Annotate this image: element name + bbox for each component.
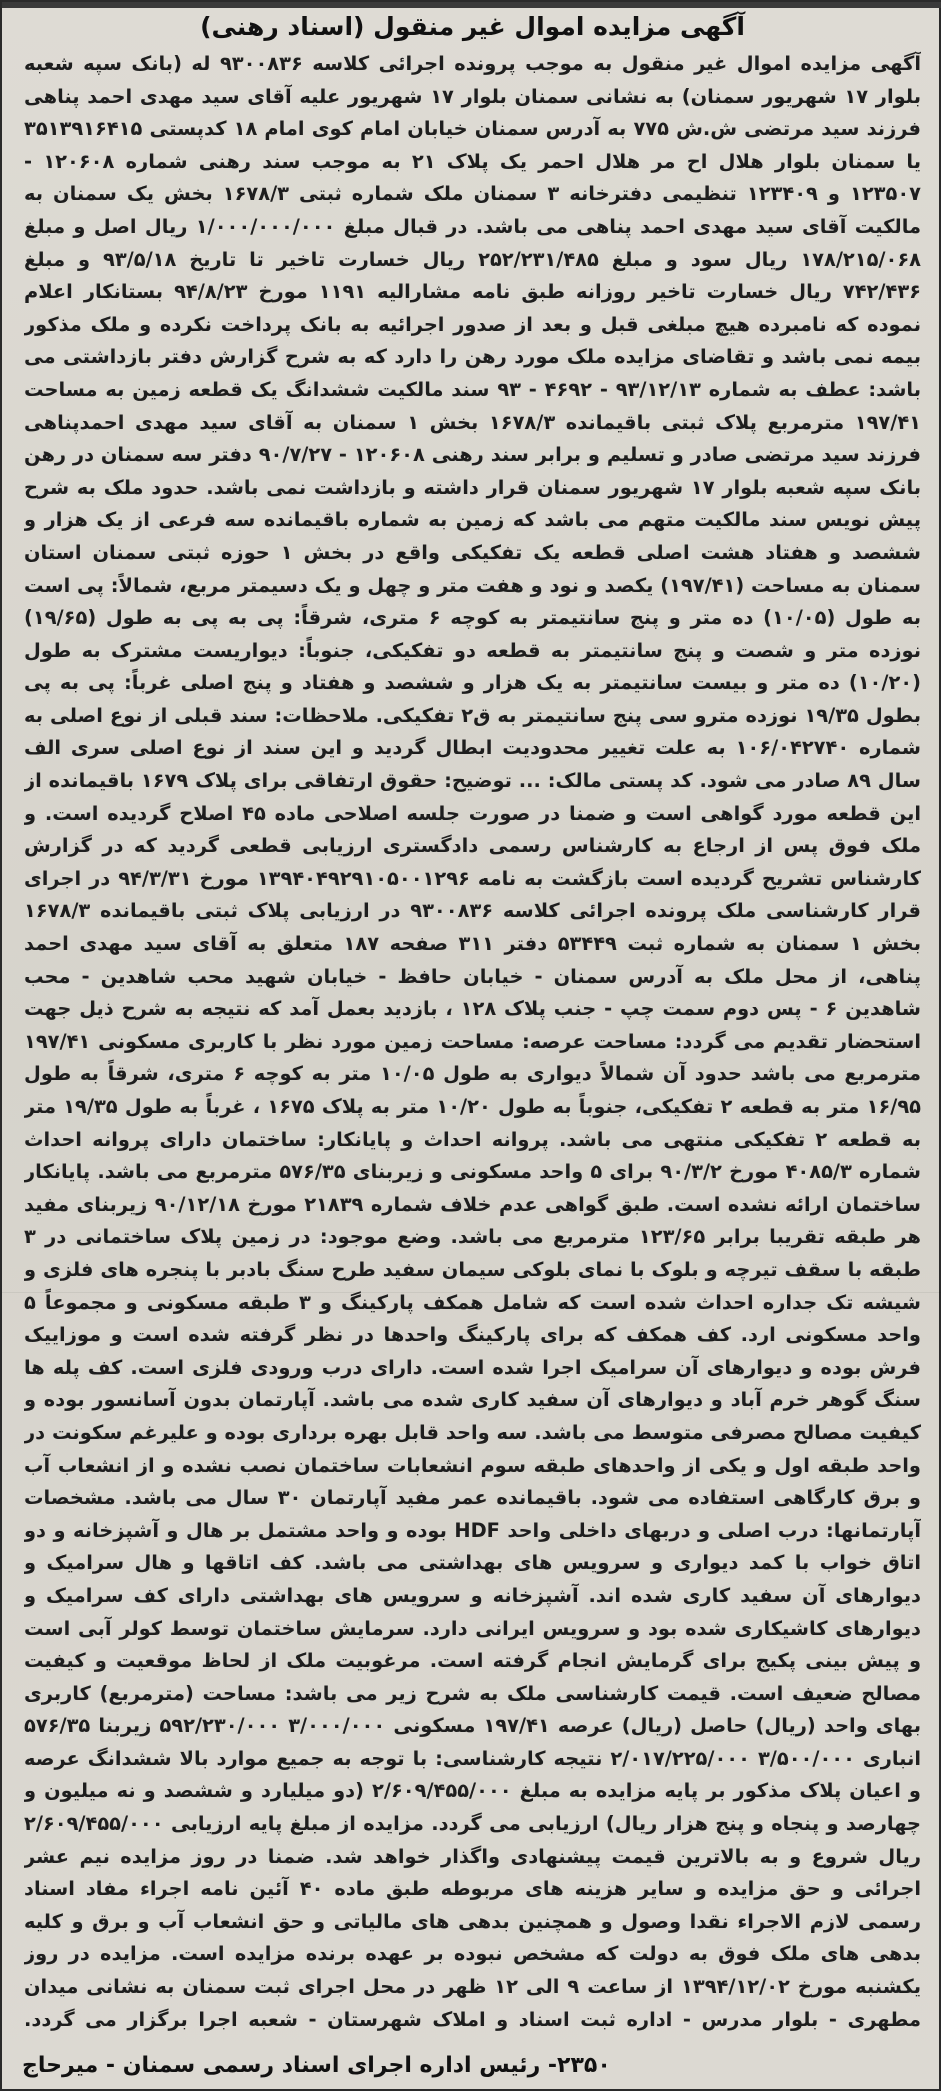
notice-signature: ۲۳۵۰- رئیس اداره اجرای اسناد رسمی سمنان - میرحاج [22,2053,611,2078]
notice-body: آگهی مزایده اموال غیر منقول به موجب پرونده اجرائی کلاسه ۹۳۰۰۸۳۶ له (بانک سپه شعبه بلوار ۱۷ شهریور سمنان) به نشانی سمنان بلوار ۱۷ شهریور علیه آقای سید مهدی احمد پناهی فرزند سید مرتضی ش.ش ۷۷۵ به آدرس سمنان خیابان امام کوی امام ۱۸ کدپستی ۳۵۱۳۹۱۶۴۱۵ یا سمنان بلوار هلال اح مر هلال احمر یک پلاک ۲۱ به موجب سند رهنی شماره ۱۲۰۶۰۸ - ۱۲۳۵۰۷ و ۱۲۳۴۰۹ تنظیمی دفترخانه ۳ سمنان ملک شماره ثبتی ۱۶۷۸/۳ بخش یک سمنان به مالکیت آقای سید مهدی احمد پناهی می باشد. در قبال مبلغ ۱/۰۰۰/۰۰۰/۰۰۰ ریال اصل و مبلغ ۱۷۸/۲۱۵/۰۶۸ ریال سود و مبلغ ۲۵۲/۲۳۱/۴۸۵ ریال خسارت تاخیر تا تاریخ ۹۳/۵/۱۸ و مبلغ ۷۴۲/۴۳۶ ریال خسارت تاخیر روزانه طبق نامه مشارالیه ۱۱۹۱ مورخ ۹۴/۸/۲۳ بستانکار اعلام نموده که نامبرده هیچ مبلغی قبل و بعد از صدور اجرائیه به بانک پرداخت نکرده و ملک مذکور بیمه نمی باشد و تقاضای مزایده ملک مورد رهن را دارد که به شرح گزارش دفتر بازداشتی می باشد: عطف به شماره ۹۳/۱۲/۱۳ - ۴۶۹۲ - ۹۳ سند مالکیت ششدانگ یک قطعه زمین به مساحت ۱۹۷/۴۱ مترمربع پلاک ثبتی باقیمانده ۱۶۷۸/۳ بخش ۱ سمنان به آقای سید مهدی احمدپناهی فرزند سید مرتضی صادر و تسلیم و برابر سند رهنی ۱۲۰۶۰۸ - ۹۰/۷/۲۷ دفتر سه سمنان در رهن بانک سپه شعبه بلوار ۱۷ شهریور سمنان قرار داشته و بازداشت نمی باشد. حدود ملک به شرح پیش نویس سند مالکیت متهم می باشد که زمین به شماره باقیمانده سه فرعی از یک هزار و ششصد و هفتاد هشت اصلی قطعه یک تفکیکی واقع در بخش ۱ حوزه ثبتی سمنان استان سمنان به مساحت (۱۹۷/۴۱) یکصد و نود و هفت متر و چهل و یک دسیمتر مربع، شمالاً: پی است به طول (۱۰/۰۵) ده متر و پنج سانتیمتر به کوچه ۶ متری، شرقاً: پی به پی به طول (۱۹/۶۵) نوزده متر و شصت و پنج سانتیمتر به قطعه دو تفکیکی، جنوباً: دیواریست مشترک به طول (۱۰/۲۰) ده متر و بیست سانتیمتر به یک هزار و ششصد و هفتاد و پنج اصلی غرباً: پی به پی بطول ۱۹/۳۵ نوزده مترو سی پنج سانتیمتر به ق۲ تفکیکی. ملاحظات: سند قبلی از نوع اصلی به شماره ۱۰۶/۰۴۲۷۴۰ به علت تغییر محدودیت ابطال گردید و این سند از نوع اصلی سری الف سال ۸۹ صادر می شود. کد پستی مالک: ... توضیح: حقوق ارتفاقی برای پلاک ۱۶۷۹ باقیمانده از این قطعه مورد گواهی است و ضمنا در صورت جلسه اصلاحی ماده ۴۵ اصلاح گردیده است. و ملک فوق پس از ارجاع به کارشناس رسمی دادگستری ارزیابی قطعی گردید که در گزارش کارشناس تشریح گردیده است بازگشت به نامه ۱۳۹۴۰۴۹۲۹۱۰۵۰۰۱۲۹۶ مورخ ۹۴/۳/۳۱ در اجرای قرار کارشناسی ملک پرونده اجرائی کلاسه ۹۳۰۰۸۳۶ در ارزیابی پلاک ثبتی باقیمانده ۱۶۷۸/۳ بخش ۱ سمنان به شماره ثبت ۵۳۴۴۹ دفتر ۳۱۱ صفحه ۱۸۷ متعلق به آقای سید مهدی احمد پناهی، از محل ملک به آدرس سمنان - خیابان حافظ - خیابان شهید محب شاهدین - محب شاهدین ۶ - پس دوم سمت چپ - جنب پلاک ۱۲۸ ، بازدید بعمل آمد که نتیجه به شرح ذیل جهت استحضار تقدیم می گردد: مساحت عرصه: مساحت زمین مورد نظر با کاربری مسکونی ۱۹۷/۴۱ مترمربع می باشد حدود آن شمالاً دیواری به طول ۱۰/۰۵ متر به کوچه ۶ متری، شرقاً به طول ۱۶/۹۵ متر به قطعه ۲ تفکیکی، جنوباً به طول ۱۰/۲۰ متر به پلاک ۱۶۷۵ ، غرباً به طول ۱۹/۳۵ متر به قطعه ۲ تفکیکی منتهی می باشد. پروانه احداث و پایانکار: ساختمان دارای پروانه احداث شماره ۴۰۸۵/۳ مورخ ۹۰/۳/۲ برای ۵ واحد مسکونی و زیربنای ۵۷۶/۳۵ مترمربع می باشد. پایانکار ساختمان ارائه نشده است. طبق گواهی عدم خلاف شماره ۲۱۸۳۹ مورخ ۹۰/۱۲/۱۸ زیربنای مفید هر طبقه تقریبا برابر ۱۲۳/۶۵ مترمربع می باشد. وضع موجود: در زمین پلاک ساختمانی در ۳ طبقه با سقف تیرچه و بلوک با نمای بلوکی سیمان سفید طرح سنگ بادبر با پنجره های فلزی و شیشه تک جداره احداث شده است که شامل همکف پارکینگ و ۳ طبقه مسکونی و مجموعاً ۵ واحد مسکونی ارد. کف همکف که برای پارکینگ واحدها در نظر گرفته شده است و موزاییک فرش بوده و دیوارهای آن سرامیک اجرا شده است. دارای درب ورودی فلزی است. کف پله ها سنگ گوهر خرم آباد و دیوارهای آن سفید کاری شده می باشد. آپارتمان بدون آسانسور بوده و کیفیت مصالح مصرفی متوسط می باشد. سه واحد قابل بهره برداری بوده و علیرغم سکونت در واحد طبقه اول و یکی از واحدهای طبقه سوم انشعابات ساختمان نصب نشده و از انشعاب آب و برق کارگاهی استفاده می شود. باقیمانده عمر مفید آپارتمان ۳۰ سال می باشد. مشخصات آپارتمانها: درب اصلی و دربهای داخلی واحد HDF بوده و واحد مشتمل بر هال و آشپزخانه و دو اتاق خواب با کمد دیواری و سرویس های بهداشتی می باشد. کف اتاقها و هال سرامیک و دیوارهای آن سفید کاری شده اند. آشپزخانه و سرویس های بهداشتی دارای کف سرامیک و دیوارهای کاشیکاری شده بود و سرویس ایرانی دارد. سرمایش ساختمان توسط کولر آبی است و پیش بینی پکیج برای گرمایش انجام گرفته است. مرغوبیت ملک از لحاظ موقعیت و کیفیت مصالح ضعیف است. قیمت کارشناسی ملک به شرح زیر می باشد: مساحت (مترمربع) کاربری بهای واحد (ریال) حاصل (ریال) عرصه ۱۹۷/۴۱ مسکونی ۳/۰۰۰/۰۰۰ ۵۹۲/۲۳۰/۰۰۰ زیربنا ۵۷۶/۳۵ انباری ۳/۵۰۰/۰۰۰ ۲/۰۱۷/۲۲۵/۰۰۰ نتیجه کارشناسی: با توجه به جمیع موارد بالا ششدانگ عرصه و اعیان پلاک مذکور بر پایه مزایده به مبلغ ۲/۶۰۹/۴۵۵/۰۰۰ (دو میلیارد و ششصد و نه میلیون و چهارصد و پنجاه و پنج هزار ریال) ارزیابی می گردد. مزایده از مبلغ پایه ارزیابی ۲/۶۰۹/۴۵۵/۰۰۰ ریال شروع و به بالاترین قیمت پیشنهادی واگذار خواهد شد. ضمنا در روز مزایده نیم عشر اجرائی و حق مزایده و سایر هزینه های مربوطه طبق ماده ۴۰ آئین نامه اجراء مفاد اسناد رسمی لازم الاجراء نقدا وصول و همچنین بدهی های مالیاتی و حق انشعاب آب و برق و کلیه بدهی های ملک فوق به دولت که مشخص نبوده بر عهده برنده مزایده است. مزایده در روز یکشنبه مورخ ۱۳۹۴/۱۲/۰۲ از ساعت ۹ الی ۱۲ ظهر در محل اجرای ثبت سمنان به نشانی میدان مطهری - بلوار مدرس - اداره ثبت اسناد و املاک شهرستان - شعبه اجرا برگزار می گردد. [24,52,921,2031]
notice-title: آگهی مزایده اموال غیر منقول (اسناد رهنی) [200,12,745,41]
